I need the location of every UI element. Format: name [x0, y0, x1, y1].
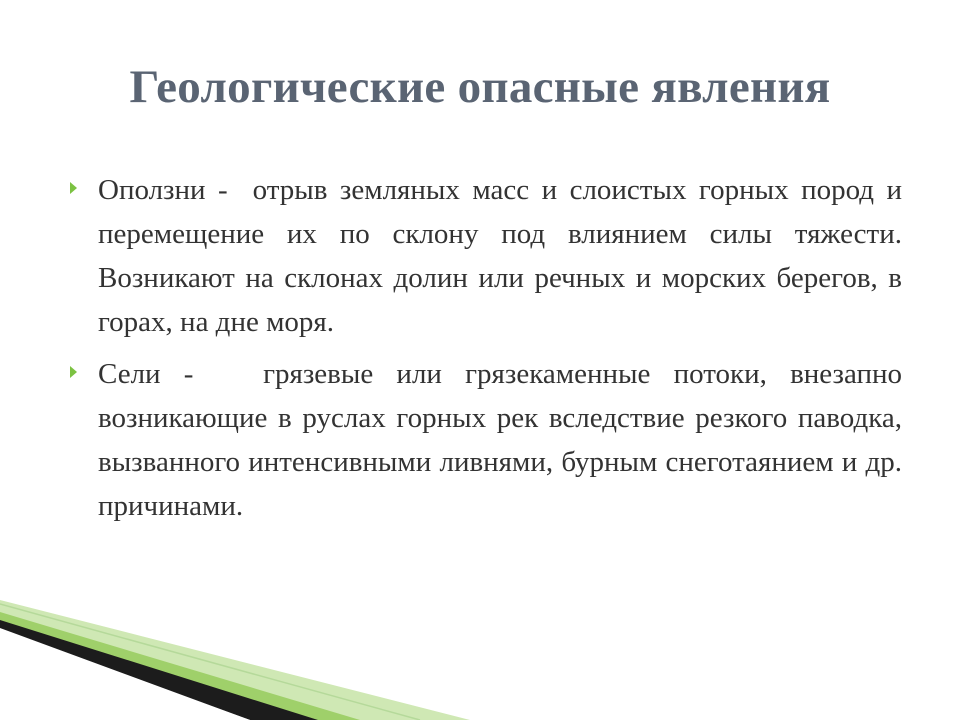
bullet-list — [70, 168, 910, 536]
bullet-text-mudflows: Сели - грязевые или грязекаменные потоки, внезапно возникающие в руслах горных рек вследствие резкого паводка, вызванного интенсивными ливнями, бурным снеготаянием и др. причинами. — [98, 358, 910, 522]
bullet-item-mudflows — [70, 352, 910, 528]
decor-green-band — [0, 612, 360, 720]
decor-light-green-band — [0, 600, 470, 720]
decor-thin-line — [0, 604, 420, 720]
triangle-right-icon — [70, 366, 77, 378]
bullet-item-landslides — [70, 168, 910, 344]
decor-dark-band — [0, 620, 318, 720]
slide-title: Геологические опасные явления — [129, 61, 831, 113]
bullet-text-landslides: Оползни - отрыв земляных масс и слоистых горных пород и перемещение их по склону под влиянием силы тяжести. Возникают на склонах долин или речных и морских берегов, в горах, на дне моря. — [98, 174, 910, 338]
triangle-right-icon — [70, 182, 77, 194]
decor-gray-band — [0, 628, 250, 720]
